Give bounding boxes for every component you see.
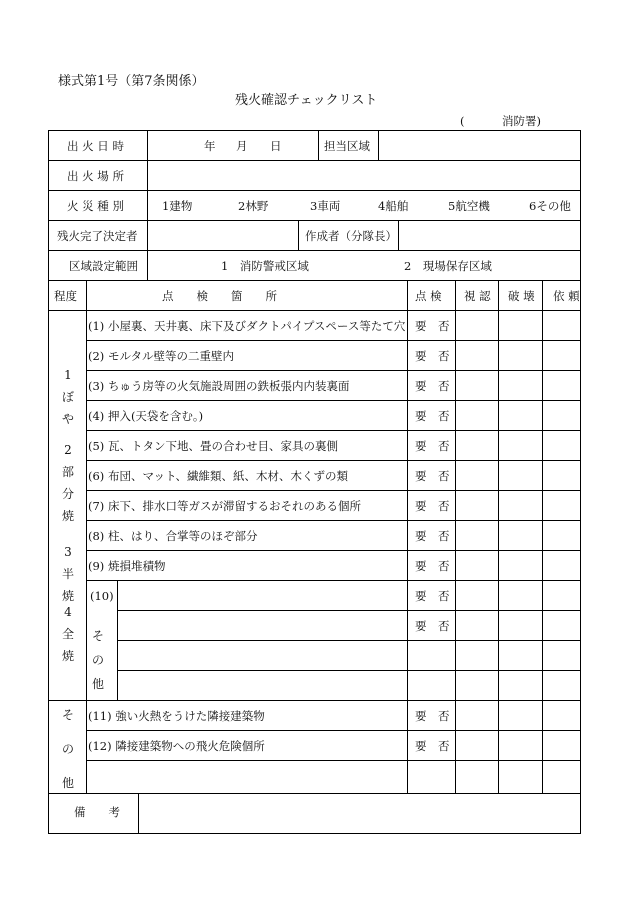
grid-line [86, 340, 581, 341]
grid-line [298, 220, 299, 251]
grid-line [48, 130, 49, 834]
item-10-required-option: 要 否 [415, 589, 450, 603]
grid-line [86, 280, 87, 311]
grid-line [86, 460, 581, 461]
grid-line [86, 370, 581, 371]
check-item-required-option: 要 否 [415, 409, 450, 423]
grid-line [318, 130, 319, 161]
check-item-required-option: 要 否 [415, 559, 450, 573]
grid-line [407, 280, 408, 794]
degree-char: 焼 [61, 509, 74, 523]
grid-line [117, 610, 581, 611]
item-11-text: (11) 強い火熱をうけた隣接建築物 [88, 709, 265, 723]
grid-line [48, 190, 581, 191]
degree-char: 2 [64, 443, 72, 457]
grid-line [48, 220, 581, 221]
page-title: 残火確認チェックリスト [235, 93, 378, 108]
fire-type-label: 火 災 種 別 [67, 199, 124, 213]
col-degree: 程度 [54, 289, 77, 303]
check-item-required-option: 要 否 [415, 349, 450, 363]
check-item-required-option: 要 否 [415, 499, 450, 513]
assigned-area-label: 担当区域 [324, 139, 370, 153]
item-10-label: (10) [90, 589, 114, 603]
grid-line [117, 640, 581, 641]
item-12-required-option: 要 否 [415, 739, 450, 753]
degree-char: 1 [64, 368, 72, 382]
fire-type-vehicle: 3車両 [310, 199, 341, 213]
grid-line [147, 130, 148, 161]
col-visual: 視 認 [464, 289, 491, 303]
grid-line [398, 220, 399, 251]
other-vertical-char: 他 [61, 776, 74, 790]
grid-line [138, 793, 139, 834]
check-item-text: (4) 押入(天袋を含む。) [88, 409, 204, 423]
fire-type-forest: 2林野 [238, 199, 269, 213]
fire-type-other: 6その他 [529, 199, 571, 213]
grid-line [48, 700, 581, 701]
degree-char: ぼ [61, 390, 74, 404]
check-item-text: (3) ちゅう房等の火気施設周囲の鉄板張内内装裏面 [88, 379, 350, 393]
check-item-text: (1) 小屋裏、天井裏、床下及びダクトパイプスペース等たて穴 [88, 319, 406, 333]
degree-char: 部 [61, 465, 74, 479]
station-label: 消防署) [502, 114, 541, 128]
col-request: 依 頼 [553, 289, 580, 303]
grid-line [542, 280, 543, 794]
grid-line [48, 160, 581, 161]
check-item-text: (7) 床下、排水口等ガスが滞留するおそれのある個所 [88, 499, 361, 513]
other-vertical-char: そ [61, 708, 74, 722]
remarks-label: 備 考 [74, 805, 120, 819]
grid-line [147, 190, 148, 221]
check-item-required-option: 要 否 [415, 379, 450, 393]
degree-char: 3 [64, 545, 72, 559]
grid-line [86, 730, 581, 731]
grid-line [455, 280, 456, 794]
grid-line [48, 250, 581, 251]
grid-line [86, 490, 581, 491]
grid-line [117, 670, 581, 671]
completion-decider-label: 残火完了決定者 [57, 229, 138, 243]
grid-line [147, 220, 148, 251]
grid-line [48, 793, 581, 794]
degree-char: 4 [64, 605, 72, 619]
col-destroy: 破 壊 [508, 289, 535, 303]
grid-line [48, 130, 581, 131]
fire-datetime-label: 出 火 日 時 [67, 139, 124, 153]
creator-label: 作成者（分隊長） [305, 229, 397, 243]
col-check: 点 検 [415, 289, 442, 303]
degree-char: 分 [61, 487, 74, 501]
degree-char: 全 [61, 627, 74, 641]
zone-option-2: 2 現場保存区域 [404, 259, 492, 273]
grid-line [86, 400, 581, 401]
check-item-text: (8) 柱、はり、合掌等のほぞ部分 [88, 529, 258, 543]
fire-type-ship: 4船舶 [378, 199, 409, 213]
year-label: 年 [204, 139, 216, 153]
grid-line [498, 280, 499, 794]
grid-line [48, 833, 581, 834]
degree-char: 焼 [61, 649, 74, 663]
degree-char: 焼 [61, 589, 74, 603]
check-item-text: (9) 焼損堆積物 [88, 559, 166, 573]
station-open-paren: ( [460, 114, 465, 128]
fire-type-aircraft: 5航空機 [448, 199, 490, 213]
check-item-required-option: 要 否 [415, 319, 450, 333]
check-item-text: (5) 瓦、トタン下地、畳の合わせ目、家具の裏側 [88, 439, 338, 453]
form-number: 様式第1号（第7条関係） [58, 74, 205, 89]
fire-place-label: 出 火 場 所 [67, 169, 124, 183]
item-11-required-option: 要 否 [415, 709, 450, 723]
item-10-char: の [91, 653, 104, 667]
grid-line [86, 760, 581, 761]
zone-range-label: 区域設定範囲 [69, 259, 138, 273]
item-10-char: そ [91, 629, 104, 643]
zone-option-1: 1 消防警戒区域 [221, 259, 309, 273]
col-check-points: 点 検 箇 所 [162, 289, 277, 303]
check-item-required-option: 要 否 [415, 439, 450, 453]
grid-line [147, 160, 148, 191]
grid-line [117, 580, 118, 701]
check-item-text: (2) モルタル壁等の二重壁内 [88, 349, 234, 363]
item-10-char: 他 [91, 677, 104, 691]
check-item-required-option: 要 否 [415, 529, 450, 543]
grid-line [378, 130, 379, 161]
month-label: 月 [236, 139, 248, 153]
grid-line [86, 430, 581, 431]
item-10-required-option: 要 否 [415, 619, 450, 633]
grid-line [580, 130, 581, 834]
degree-char: 半 [61, 567, 74, 581]
degree-char: や [61, 412, 74, 426]
day-label: 日 [270, 139, 282, 153]
grid-line [86, 520, 581, 521]
grid-line [86, 310, 87, 794]
grid-line [48, 280, 581, 281]
item-12-text: (12) 隣接建築物への飛火危険個所 [88, 739, 265, 753]
grid-line [86, 580, 581, 581]
check-item-text: (6) 布団、マット、繊維類、紙、木材、木くずの類 [88, 469, 348, 483]
grid-line [147, 250, 148, 281]
fire-type-building: 1建物 [162, 199, 193, 213]
grid-line [48, 310, 581, 311]
check-item-required-option: 要 否 [415, 469, 450, 483]
other-vertical-char: の [61, 742, 74, 756]
grid-line [86, 550, 581, 551]
